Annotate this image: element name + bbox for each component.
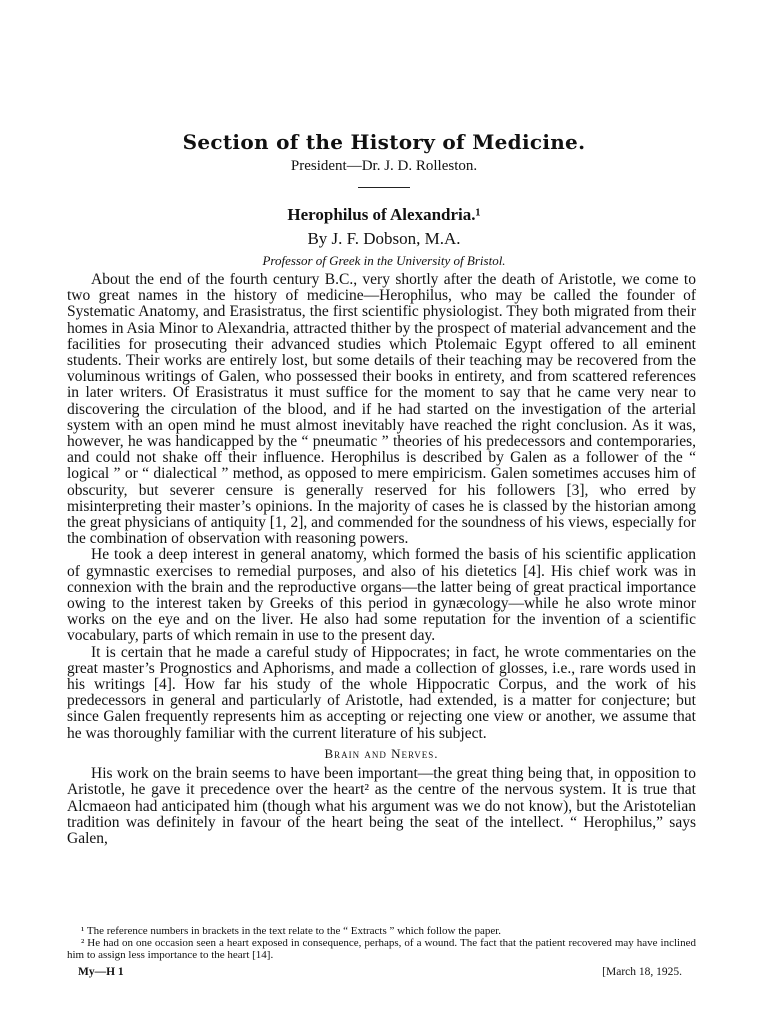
divider-rule <box>358 187 410 188</box>
body-paragraph: His work on the brain seems to have been important—the great thing being that, in opposition to Aristotle, he gave it precedence over the heart² as the centre of the nervous system. It is true that Alcmaeon had anticipated him (though what his argument was we do not know), but the Aristotelian tradition was definitely in favour of the heart being the seat of the intellect. “ Herophilus,” says Galen, <box>67 765 696 847</box>
footnote: ¹ The reference numbers in brackets in the text relate to the “ Extracts ” which follow the paper. <box>81 925 502 937</box>
article-title: Herophilus of Alexandria.¹ <box>287 205 481 224</box>
footnote: ² He had on one occasion seen a heart exposed in consequence, perhaps, of a wound. The fact that the patient recovered may have inclined him to assign less importance to the heart [14]. <box>67 937 696 961</box>
footer-signature-mark: My—H 1 <box>78 966 124 978</box>
footnotes <box>67 925 696 961</box>
president-line: President—Dr. J. D. Rolleston. <box>290 158 478 174</box>
author-affiliation: Professor of Greek in the University of Bristol. <box>262 253 506 268</box>
section-title: Section of the History of Medicine. <box>182 130 586 154</box>
body-paragraph: It is certain that he made a careful study of Hippocrates; in fact, he wrote commentaries on the great master’s Prognostics and Aphorisms, and made a collection of glosses, i.e., rare words used in his writings [4]. How far his study of the whole Hippocratic Corpus, and the work of his predecessors in general and particularly of Aristotle, had extended, is a matter for conjecture; but since Galen frequently represents him as accepting or rejecting one view or another, we assume that he was thoroughly familiar with the current literature of his subject. <box>67 643 696 742</box>
article-body <box>67 272 696 847</box>
author-byline: By J. F. Dobson, M.A. <box>307 229 461 248</box>
body-paragraph: He took a deep interest in general anatomy, which formed the basis of his scientific application of gymnastic exercises to remedial purposes, and also of his dietetics [4]. His chief work was in connexion with the brain and the reproductive organs—the latter being of great practical importance owing to the interest taken by Greeks of this period in gynæcology—while he also wrote minor works on the eye and on the liver. He also had some reputation for the invention of a scientific vocabulary, parts of which remain in use to the present day. <box>67 546 696 645</box>
section-subheading: Brain and Nerves. <box>324 745 439 761</box>
body-paragraph: About the end of the fourth century B.C., very shortly after the death of Aristotle, we come to two great names in the history of medicine—Herophilus, who may be called the founder of Systematic Anatomy, and Erasistratus, the first scientific physiologist. They both migrated from their homes in Asia Minor to Alexandria, attracted thither by the prospect of material advancement and the facilities for prosecuting their advanced studies which Ptolemaic Egypt offered to all eminent students. Their works are entirely lost, but some details of their teaching may be recovered from the voluminous writings of Galen, who possessed their books in entirety, and from scattered references in later writers. Of Erasistratus it must suffice for the moment to say that he came very near to discovering the circulation of the blood, and if he had started on the investigation of the arterial system with an open mind he must almost inevitably have reached the right conclusion. As it was, however, he was handicapped by the “ pneumatic ” theories of his predecessors and contemporaries, and could not shake off their influence. Herophilus is described by Galen as a follower of the “ logical ” or “ dialectical ” method, as opposed to mere empiricism. Galen sometimes accuses him of obscurity, but severer censure is generally reserved for his followers [3], who erred by misinterpreting their master’s opinions. In the majority of cases he is classed by the historian among the great physicians of antiquity [1, 2], and commended for the soundness of his views, especially for the combination of observation with reasoning powers. <box>67 271 696 548</box>
footer-date: [March 18, 1925. <box>602 966 682 978</box>
